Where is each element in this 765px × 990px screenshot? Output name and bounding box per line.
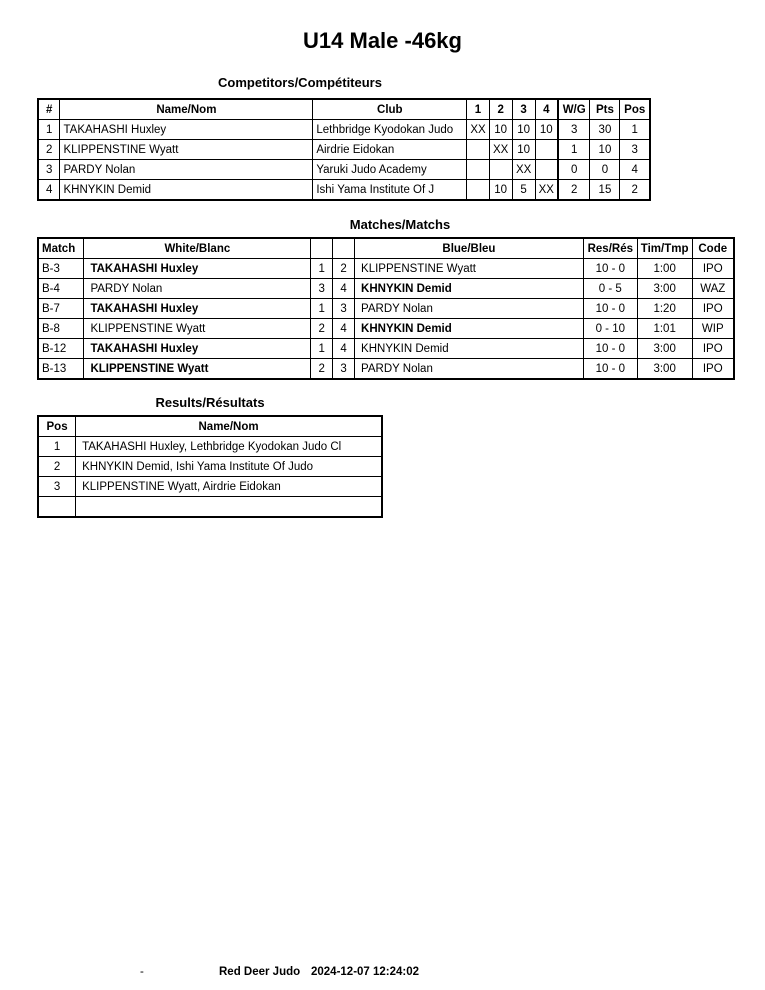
competitor-cell: 10: [489, 180, 512, 201]
competitor-cell: 10: [489, 120, 512, 140]
footer-dash: -: [140, 966, 144, 978]
competitor-cell: KLIPPENSTINE Wyatt: [60, 140, 313, 160]
match-cell-blue: PARDY Nolan: [355, 359, 584, 380]
matches-header: Code: [692, 238, 734, 259]
result-row: [38, 477, 382, 497]
match-cell-wn: 3: [311, 279, 333, 299]
match-cell-res: 10 - 0: [583, 299, 637, 319]
matches-table: [37, 237, 735, 380]
competitor-cell: [535, 160, 558, 180]
match-row: [38, 259, 734, 279]
match-cell-bn: 2: [333, 259, 355, 279]
match-cell-match: B-12: [38, 339, 84, 359]
match-cell-code: WIP: [692, 319, 734, 339]
competitor-cell: 3: [620, 140, 650, 160]
competitor-cell: KHNYKIN Demid: [60, 180, 313, 201]
competitor-cell: 0: [558, 160, 590, 180]
match-cell-blue: KHNYKIN Demid: [355, 339, 584, 359]
match-cell-time: 3:00: [637, 279, 692, 299]
competitors-header: Club: [313, 99, 467, 120]
competitor-cell: 1: [558, 140, 590, 160]
result-cell: KLIPPENSTINE Wyatt, Airdrie Eidokan: [76, 477, 382, 497]
competitor-row: [38, 120, 650, 140]
competitor-cell: Yaruki Judo Academy: [313, 160, 467, 180]
result-cell: 3: [38, 477, 76, 497]
page-title: U14 Male -46kg: [303, 28, 462, 53]
competitor-cell: 2: [558, 180, 590, 201]
match-cell-match: B-7: [38, 299, 84, 319]
competitors-header: 3: [512, 99, 535, 120]
competitors-table: [37, 98, 651, 201]
match-cell-bn: 4: [333, 279, 355, 299]
match-cell-white: KLIPPENSTINE Wyatt: [84, 359, 311, 380]
competitor-cell: 30: [590, 120, 620, 140]
competitor-cell: XX: [489, 140, 512, 160]
matches-header: Res/Rés: [583, 238, 637, 259]
match-row: [38, 279, 734, 299]
competitor-cell: 5: [512, 180, 535, 201]
result-cell: 1: [38, 437, 76, 457]
match-row: [38, 359, 734, 380]
competitor-cell: Lethbridge Kyodokan Judo: [313, 120, 467, 140]
match-cell-code: IPO: [692, 339, 734, 359]
match-cell-blue: KHNYKIN Demid: [355, 319, 584, 339]
competitor-cell: [467, 160, 489, 180]
match-cell-blue: KHNYKIN Demid: [355, 279, 584, 299]
competitor-cell: [535, 140, 558, 160]
match-cell-code: WAZ: [692, 279, 734, 299]
result-row: [38, 497, 382, 518]
competitor-cell: 4: [38, 180, 60, 201]
competitor-cell: 10: [535, 120, 558, 140]
competitors-caption: Competitors/Compétiteurs: [218, 75, 382, 90]
match-row: [38, 299, 734, 319]
matches-caption: Matches/Matchs: [349, 217, 451, 232]
match-cell-bn: 4: [333, 339, 355, 359]
match-cell-time: 3:00: [637, 359, 692, 380]
competitor-row: [38, 140, 650, 160]
match-cell-time: 1:01: [637, 319, 692, 339]
competitors-header: #: [38, 99, 60, 120]
matches-header: Match: [38, 238, 84, 259]
matches-header: Blue/Bleu: [355, 238, 584, 259]
competitor-row: [38, 180, 650, 201]
matches-header: Tim/Tmp: [637, 238, 692, 259]
competitors-header: Pos: [620, 99, 650, 120]
competitor-cell: 2: [38, 140, 60, 160]
result-cell: 2: [38, 457, 76, 477]
match-cell-wn: 2: [311, 319, 333, 339]
competitor-cell: Ishi Yama Institute Of J: [313, 180, 467, 201]
match-cell-match: B-3: [38, 259, 84, 279]
competitor-cell: [489, 160, 512, 180]
match-cell-res: 0 - 5: [583, 279, 637, 299]
footer-timestamp: 2024-12-07 12:24:02: [311, 966, 420, 978]
match-cell-res: 10 - 0: [583, 359, 637, 380]
result-row: [38, 437, 382, 457]
result-row: [38, 457, 382, 477]
match-cell-wn: 1: [311, 299, 333, 319]
competitors-header: 2: [489, 99, 512, 120]
match-cell-blue: PARDY Nolan: [355, 299, 584, 319]
match-cell-wn: 2: [311, 359, 333, 380]
match-cell-match: B-13: [38, 359, 84, 380]
competitor-cell: Airdrie Eidokan: [313, 140, 467, 160]
competitors-header: 1: [467, 99, 489, 120]
competitor-cell: 15: [590, 180, 620, 201]
results-header: Pos: [38, 416, 76, 437]
result-cell: KHNYKIN Demid, Ishi Yama Institute Of Judo: [76, 457, 382, 477]
competitor-cell: 10: [512, 140, 535, 160]
competitors-header: Name/Nom: [60, 99, 313, 120]
competitors-header: 4: [535, 99, 558, 120]
competitor-cell: PARDY Nolan: [60, 160, 313, 180]
competitor-cell: 10: [512, 120, 535, 140]
competitor-cell: 0: [590, 160, 620, 180]
results-table: [37, 415, 383, 518]
competitor-cell: TAKAHASHI Huxley: [60, 120, 313, 140]
competitor-row: [38, 160, 650, 180]
matches-header: White/Blanc: [84, 238, 311, 259]
results-header: Name/Nom: [76, 416, 382, 437]
result-cell: TAKAHASHI Huxley, Lethbridge Kyodokan Judo Cl: [76, 437, 382, 457]
match-cell-time: 1:00: [637, 259, 692, 279]
match-cell-code: IPO: [692, 259, 734, 279]
match-cell-code: IPO: [692, 299, 734, 319]
match-cell-white: TAKAHASHI Huxley: [84, 259, 311, 279]
match-cell-match: B-8: [38, 319, 84, 339]
match-cell-white: PARDY Nolan: [84, 279, 311, 299]
competitor-cell: XX: [535, 180, 558, 201]
competitor-cell: 2: [620, 180, 650, 201]
match-cell-time: 3:00: [637, 339, 692, 359]
match-cell-bn: 3: [333, 359, 355, 380]
competitor-cell: 10: [590, 140, 620, 160]
competitor-cell: 4: [620, 160, 650, 180]
competitors-header: W/G: [558, 99, 590, 120]
competitors-header: Pts: [590, 99, 620, 120]
match-cell-wn: 1: [311, 339, 333, 359]
match-cell-blue: KLIPPENSTINE Wyatt: [355, 259, 584, 279]
match-row: [38, 319, 734, 339]
competitor-cell: 3: [38, 160, 60, 180]
match-cell-white: KLIPPENSTINE Wyatt: [84, 319, 311, 339]
matches-header: [333, 238, 355, 259]
competitor-cell: [467, 140, 489, 160]
match-cell-bn: 3: [333, 299, 355, 319]
footer-org: Red Deer Judo: [219, 966, 301, 978]
result-cell: [38, 497, 76, 518]
match-cell-time: 1:20: [637, 299, 692, 319]
match-row: [38, 339, 734, 359]
result-cell: [76, 497, 382, 518]
competitor-cell: 1: [620, 120, 650, 140]
match-cell-wn: 1: [311, 259, 333, 279]
match-cell-white: TAKAHASHI Huxley: [84, 299, 311, 319]
matches-header: [311, 238, 333, 259]
match-cell-code: IPO: [692, 359, 734, 380]
match-cell-white: TAKAHASHI Huxley: [84, 339, 311, 359]
competitor-cell: XX: [512, 160, 535, 180]
competitor-cell: [467, 180, 489, 201]
competitor-cell: 3: [558, 120, 590, 140]
match-cell-res: 10 - 0: [583, 339, 637, 359]
competitor-cell: 1: [38, 120, 60, 140]
match-cell-res: 0 - 10: [583, 319, 637, 339]
match-cell-res: 10 - 0: [583, 259, 637, 279]
competitor-cell: XX: [467, 120, 489, 140]
match-cell-bn: 4: [333, 319, 355, 339]
match-cell-match: B-4: [38, 279, 84, 299]
results-caption: Results/Résultats: [155, 395, 265, 410]
